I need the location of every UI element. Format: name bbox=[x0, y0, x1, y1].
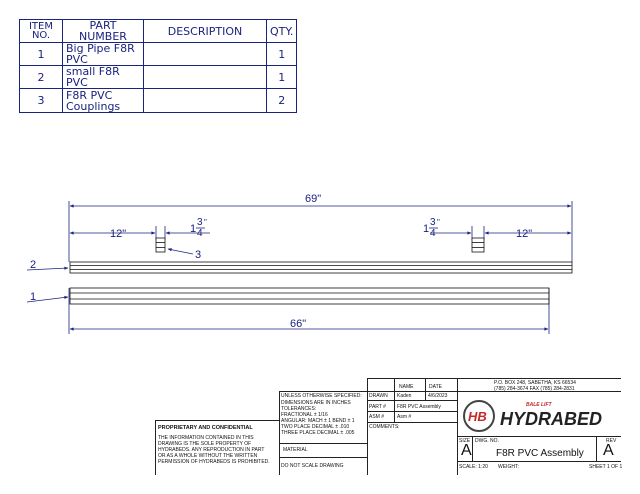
sheet-label: SHEET 1 OF 1 bbox=[589, 464, 623, 470]
drawn-date: 4/6/2023 bbox=[428, 393, 448, 399]
proprietary-line: PERMISSION OF HYDRABEDS IS PROHIBITED. bbox=[158, 459, 270, 465]
pipe-small-f8r-pvc bbox=[70, 262, 572, 273]
bom-qty: 2 bbox=[267, 89, 297, 113]
dwg-no-value: F8R PVC Assembly bbox=[496, 448, 584, 459]
dimension-right-offset-label: 12" bbox=[516, 228, 533, 240]
bom-header-description: DESCRIPTION bbox=[144, 20, 267, 43]
weight-label: WEIGHT: bbox=[498, 464, 519, 470]
dimension-left-offset-label: 12" bbox=[110, 228, 127, 240]
dimension-lower-label: 66" bbox=[290, 318, 307, 330]
proprietary-line: THE INFORMATION CONTAINED IN THIS bbox=[158, 435, 254, 441]
comments-label: COMMENTS: bbox=[369, 424, 400, 430]
bom-part-number: small F8R PVC bbox=[63, 66, 144, 89]
size-label: SIZE bbox=[459, 438, 471, 444]
asm-label: ASM # bbox=[369, 414, 385, 420]
bom-part-number: F8R PVC Couplings bbox=[63, 89, 144, 113]
bom-qty: 1 bbox=[267, 66, 297, 89]
proprietary-title: PROPRIETARY AND CONFIDENTIAL bbox=[158, 425, 253, 431]
coupling-width-unit: " bbox=[204, 218, 207, 227]
bom-qty: 1 bbox=[267, 43, 297, 66]
rev-label: REV bbox=[606, 438, 617, 444]
balloon-item-3: 3 bbox=[195, 249, 202, 261]
asm-value: Asm # bbox=[397, 414, 412, 420]
dwg-no-label: DWG. NO. bbox=[475, 438, 499, 444]
size-value: A bbox=[461, 442, 472, 459]
company-logo bbox=[460, 396, 618, 436]
material-label: MATERIAL bbox=[283, 447, 308, 453]
tolerance-line: UNLESS OTHERWISE SPECIFIED: bbox=[281, 393, 362, 399]
logo-wordmark: HYDRABED bbox=[500, 409, 603, 429]
scale-note: DO NOT SCALE DRAWING bbox=[281, 463, 344, 469]
date-header: DATE bbox=[429, 384, 442, 390]
coupling-width-whole: 1 bbox=[190, 223, 197, 235]
bom-header-part-number: PART NUMBER bbox=[63, 20, 144, 43]
balloon-item-1: 1 bbox=[30, 291, 37, 303]
proprietary-line: HYDRABEDS. ANY REPRODUCTION IN PART bbox=[158, 447, 265, 453]
bom-item-no: 3 bbox=[20, 89, 63, 113]
company-address: P.O. BOX 248, SABETHA, KS 66534 bbox=[494, 380, 576, 386]
tolerance-line: THREE PLACE DECIMAL ± .005 bbox=[281, 430, 355, 436]
drawn-label: DRAWN bbox=[369, 393, 388, 399]
part-value: F8R PVC Assembly bbox=[397, 404, 441, 410]
bom-header-item-no: ITEM NO. bbox=[20, 20, 63, 43]
tolerance-line: TOLERANCES: bbox=[281, 406, 317, 412]
tolerance-line: ANGULAR: MACH ± 1 BEND ± 1 bbox=[281, 418, 355, 424]
tolerance-line: TWO PLACE DECIMAL ± .010 bbox=[281, 424, 350, 430]
tolerance-line: DIMENSIONS ARE IN INCHES bbox=[281, 400, 351, 406]
coupling-width-denominator: 4 bbox=[430, 228, 436, 239]
rev-value: A bbox=[603, 442, 614, 459]
coupling-width-unit: " bbox=[437, 218, 440, 227]
coupling-width-whole: 1 bbox=[423, 223, 430, 235]
part-label: PART # bbox=[369, 404, 386, 410]
balloon-item-2: 2 bbox=[30, 259, 37, 271]
bom-part-number: Big Pipe F8R PVC bbox=[63, 43, 144, 66]
scale-label: SCALE: 1:20 bbox=[459, 464, 488, 470]
name-header: NAME bbox=[399, 384, 414, 390]
coupling-width-denominator: 4 bbox=[197, 228, 203, 239]
coupling-width-numerator: 3 bbox=[430, 217, 436, 228]
proprietary-line: OR AS A WHOLE WITHOUT THE WRITTEN bbox=[158, 453, 258, 459]
bom-header-qty: QTY. bbox=[267, 20, 297, 43]
bom-item-no: 2 bbox=[20, 66, 63, 89]
dimension-overall-label: 69" bbox=[305, 193, 322, 205]
tolerance-line: FRACTIONAL ± 1/16 bbox=[281, 412, 328, 418]
proprietary-line: DRAWING IS THE SOLE PROPERTY OF bbox=[158, 441, 252, 447]
logo-monogram: HB bbox=[468, 409, 487, 424]
pipe-big-f8r-pvc bbox=[70, 288, 549, 304]
logo-tagline: BALE LIFT bbox=[526, 402, 552, 408]
bom-item-no: 1 bbox=[20, 43, 63, 66]
company-phone: (785) 284-3674 FAX (785) 284-2831 bbox=[494, 386, 575, 392]
coupling-width-numerator: 3 bbox=[197, 217, 203, 228]
drawn-name: Kaden bbox=[397, 393, 412, 399]
coupling-right bbox=[472, 238, 484, 252]
coupling-left bbox=[156, 238, 165, 252]
